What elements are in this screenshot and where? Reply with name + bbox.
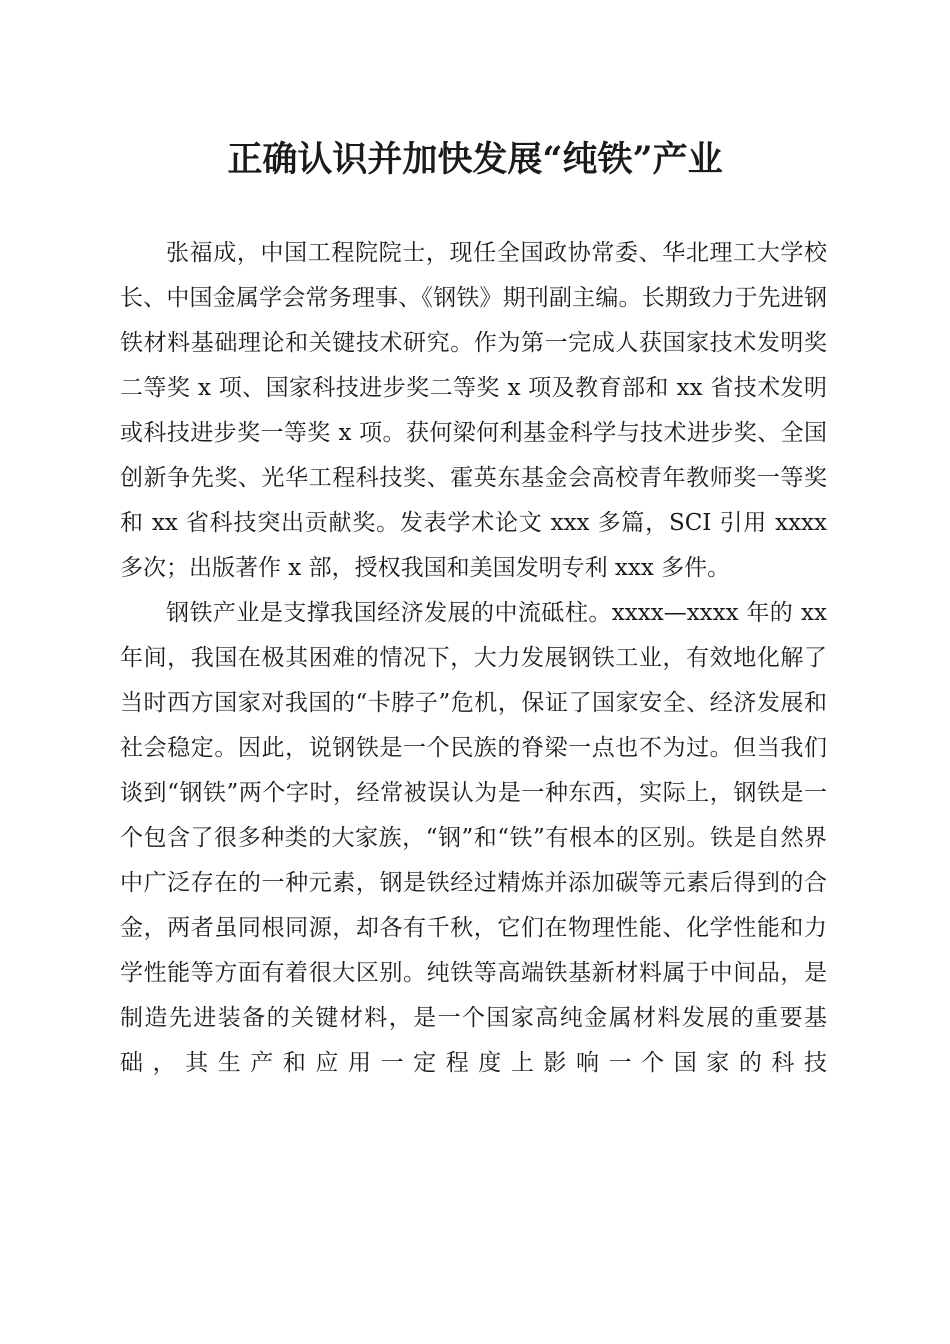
paragraph-steel-industry: 钢铁产业是支撑我国经济发展的中流砥柱。xxxx—xxxx 年的 xx 年间，我国在极其困难的情况下，大力发展钢铁工业，有效地化解了当时西方国家对我国的“卡脖子”危机，保证了国家安全、经济发展和社会稳定。因此，说钢铁是一个民族的脊梁一点也不为过。但当我们谈到“钢铁”两个字时，经常被误认为是一种东西，实际上，钢铁是一个包含了很多种类的大家族，“钢”和“铁”有根本的区别。铁是自然界中广泛存在的一种元素，钢是铁经过精炼并添加碳等元素后得到的合金，两者虽同根同源，却各有千秋，它们在物理性能、化学性能和力学性能等方面有着很大区别。纯铁等高端铁基新材料属于中间品，是制造先进装备的关键材料，是一个国家高纯金属材料发展的重要基础，其生产和应用一定程度上影响一个国家的科技	[120, 600, 827, 1076]
paragraph-author-bio: 张福成，中国工程院院士，现任全国政协常委、华北理工大学校长、中国金属学会常务理事、《钢铁》期刊副主编。长期致力于先进钢铁材料基础理论和关键技术研究。作为第一完成人获国家技术发明奖二等奖 x 项、国家科技进步奖二等奖 x 项及教育部和 xx 省技术发明或科技进步奖一等奖 x 项。获何梁何利基金科学与技术进步奖、全国创新争先奖、光华工程科技奖、霍英东基金会高校青年教师奖一等奖和 xx 省科技突出贡献奖。发表学术论文 xxx 多篇，SCI 引用 xxxx 多次；出版著作 x 部，授权我国和美国发明专利 xxx 多件。	[120, 240, 827, 581]
document-body	[120, 231, 827, 1086]
document-title: 正确认识并加快发展“纯铁”产业	[227, 139, 723, 180]
